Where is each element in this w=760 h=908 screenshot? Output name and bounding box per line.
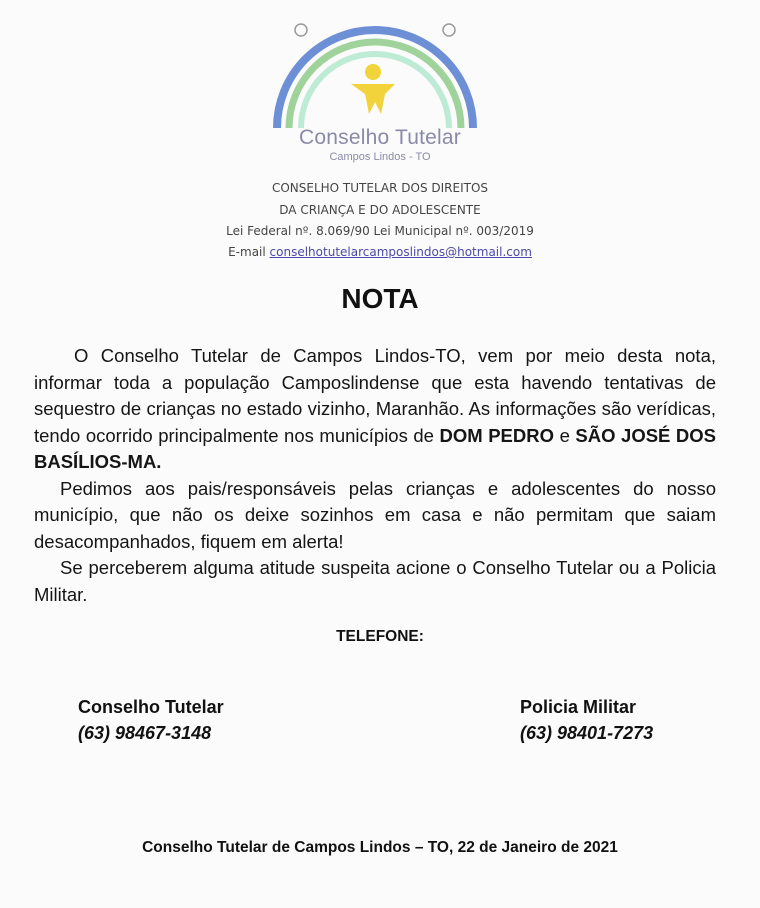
- contact-conselho: [78, 694, 224, 746]
- contact-policia: [520, 694, 653, 746]
- city-dom-pedro: DOM PEDRO: [439, 424, 555, 446]
- contact-phone: (63) 98401-7273: [520, 723, 654, 743]
- logo-figure-head: [365, 64, 381, 80]
- paragraph-3: Se perceberem alguma atitude suspeita acione o Conselho Tutelar ou a Policia Militar.: [34, 557, 716, 605]
- contact-name: Conselho Tutelar: [78, 697, 224, 717]
- email-label: E-mail: [228, 245, 266, 259]
- email-link[interactable]: conselhotutelarcamposlindos@hotmail.com: [269, 245, 532, 259]
- footer-signature: Conselho Tutelar de Campos Lindos – TO, 22 de Janeiro de 2021: [142, 839, 618, 856]
- logo-small-head-left: [295, 24, 307, 36]
- page-title: NOTA: [341, 283, 419, 314]
- logo-name: Conselho Tutelar: [299, 126, 461, 149]
- logo-subtitle: Campos Lindos - TO: [329, 151, 431, 163]
- logo-graphic: [255, 10, 495, 140]
- telefone-label: TELEFONE:: [336, 628, 424, 645]
- logo-figure-body: [351, 84, 395, 114]
- contact-phone: (63) 98467-3148: [78, 723, 212, 743]
- logo-small-head-right: [443, 24, 455, 36]
- contact-name: Policia Militar: [520, 697, 637, 717]
- paragraph-1: O Conselho Tutelar de Campos Lindos-TO, vem por meio desta nota, informar toda a população Camposlindense que esta havendo tentativas de sequestro de crianças no estado vizinho, Maranhão. As informações são verídicas, tendo ocorrido principalmente nos municípios de DOM PEDRO e SÃO JOSÉ DOS BASÍLIOS-MA.: [34, 345, 717, 472]
- header-email: [0, 245, 760, 259]
- city-sao-jose: SÃO JOSÉ DOS BASÍLIOS-MA.: [34, 424, 717, 472]
- note-body: [34, 343, 716, 608]
- header-law: Lei Federal nº. 8.069/90 Lei Municipal nº. 003/2019: [226, 224, 534, 238]
- paragraph-2: Pedimos aos pais/responsáveis pelas crianças e adolescentes do nosso município, que não os deixe sozinhos em casa e não permitam que saiam desacompanhados, fiquem em alerta!: [34, 477, 716, 552]
- header-line-2: DA CRIANÇA E DO ADOLESCENTE: [279, 203, 481, 217]
- header-line-1: CONSELHO TUTELAR DOS DIREITOS: [271, 181, 489, 195]
